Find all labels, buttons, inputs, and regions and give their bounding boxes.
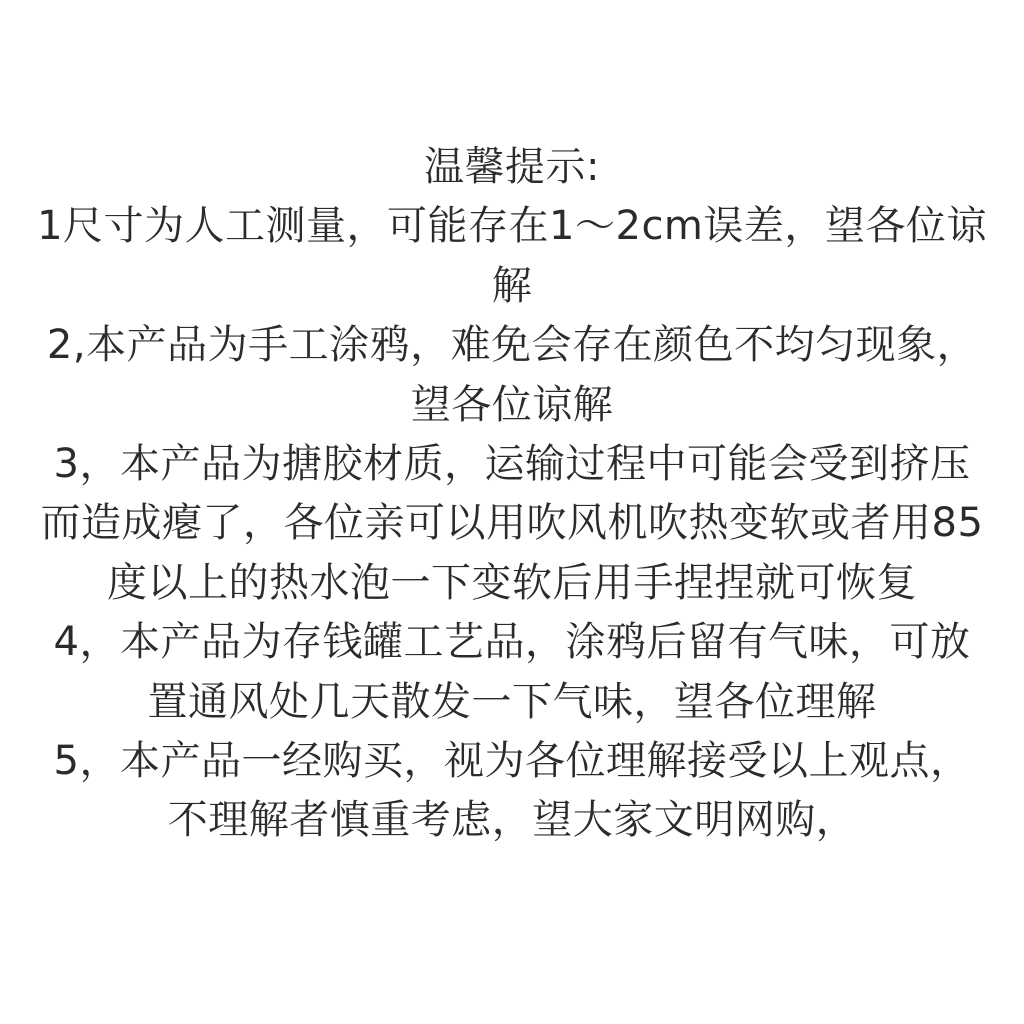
notice-line: 置通风处几天散发一下气味，望各位理解 <box>147 678 877 725</box>
notice-line: 望各位谅解 <box>410 381 614 428</box>
notice-line: 而造成瘪了，各位亲可以用吹风机吹热变软或者用85 <box>40 500 984 547</box>
warm-tips-notice <box>0 138 1024 851</box>
notice-line: 2,本产品为手工涂鸦，难免会存在颜色不均匀现象， <box>46 322 978 369</box>
notice-title: 温馨提示: <box>424 144 600 190</box>
notice-line: 解 <box>491 262 533 309</box>
notice-line: 5，本产品一经购买，视为各位理解接受以上观点， <box>53 738 971 785</box>
notice-line: 4，本产品为存钱罐工艺品，涂鸦后留有气味，可放 <box>53 619 971 666</box>
notice-line: 1尺寸为人工测量，可能存在1～2cm误差，望各位谅 <box>37 203 987 250</box>
notice-line: 不理解者慎重考虑，望大家文明网购， <box>167 797 857 844</box>
notice-line: 度以上的热水泡一下变软后用手捏捏就可恢复 <box>107 559 917 606</box>
notice-line: 3，本产品为搪胶材质，运输过程中可能会受到挤压 <box>53 441 971 488</box>
